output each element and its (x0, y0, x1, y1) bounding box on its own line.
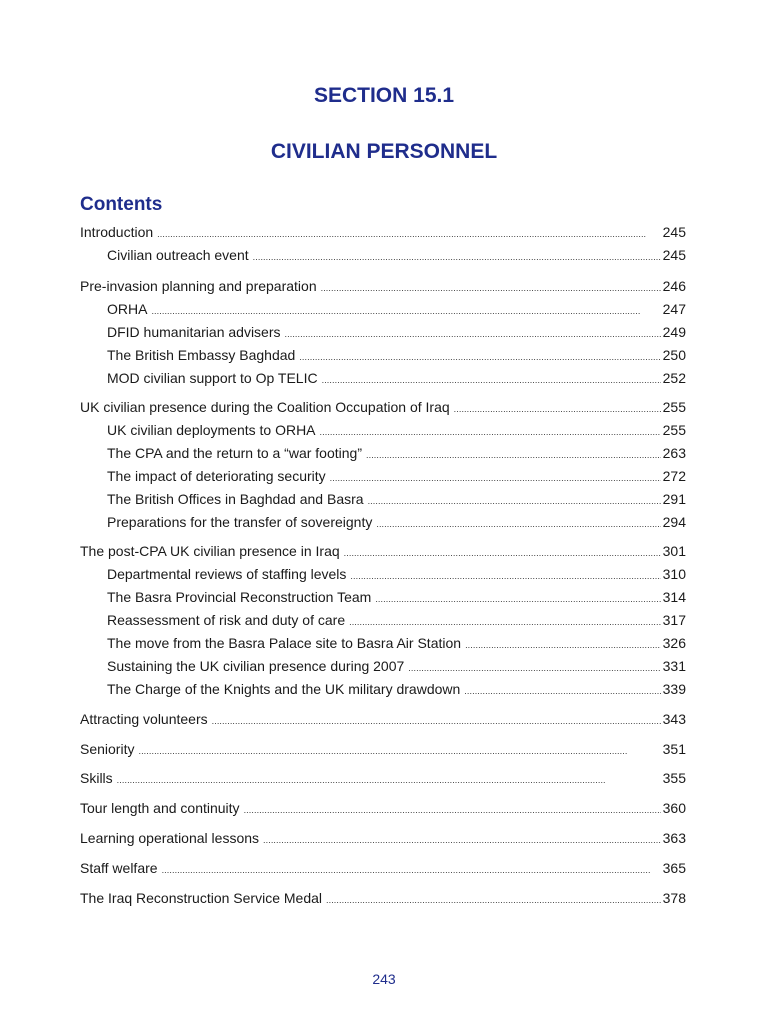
toc-leader-dots (464, 679, 660, 701)
toc-entry[interactable] (107, 245, 686, 265)
toc-entry[interactable] (107, 679, 686, 699)
toc-entry[interactable] (107, 512, 686, 532)
toc-entry-label: Learning operational lessons (80, 830, 260, 846)
toc-entry-label: UK civilian presence during the Coalition Occupation of Iraq (80, 399, 450, 415)
toc-entry[interactable] (80, 888, 686, 908)
toc-entry-page: 363 (662, 830, 686, 846)
toc-entry-page: 250 (662, 347, 686, 363)
toc-leader-dots (151, 299, 660, 321)
toc-entry[interactable] (80, 798, 686, 818)
toc-entry-page: 378 (662, 890, 686, 906)
toc-entry-label: Sustaining the UK civilian presence during 2007 (107, 658, 405, 674)
toc-entry[interactable] (80, 858, 686, 878)
toc-leader-dots (366, 443, 661, 465)
toc-entry-label: DFID humanitarian advisers (107, 324, 281, 340)
toc-entry-page: 310 (662, 566, 686, 582)
toc-entry-label: The CPA and the return to a “war footing” (107, 445, 362, 461)
toc-entry-page: 365 (662, 860, 686, 876)
toc-entry[interactable] (107, 368, 686, 388)
toc-leader-dots (285, 322, 661, 344)
toc-entry-page: 326 (662, 635, 686, 651)
toc-entry-label: Pre-invasion planning and preparation (80, 278, 317, 294)
toc-entry[interactable] (80, 397, 686, 417)
toc-entry[interactable] (80, 276, 686, 296)
toc-entry-page: 343 (662, 711, 686, 727)
toc-entry-label: The Basra Provincial Reconstruction Team (107, 589, 372, 605)
toc-entry-page: 252 (662, 370, 686, 386)
toc-entry-page: 301 (662, 543, 686, 559)
toc-leader-dots (244, 798, 661, 820)
toc-entry-label: Reassessment of risk and duty of care (107, 612, 346, 628)
toc-entry[interactable] (107, 345, 686, 365)
toc-entry-label: The British Embassy Baghdad (107, 347, 296, 363)
toc-entry[interactable] (107, 299, 686, 319)
toc-entry[interactable] (107, 443, 686, 463)
toc-entry-page: 247 (662, 301, 686, 317)
toc-entry-page: 272 (662, 468, 686, 484)
toc-entry-page: 360 (662, 800, 686, 816)
toc-entry-page: 291 (662, 491, 686, 507)
toc-leader-dots (408, 656, 660, 678)
toc-leader-dots (454, 397, 661, 419)
toc-entry-label: The British Offices in Baghdad and Basra (107, 491, 364, 507)
toc-entry-page: 355 (662, 770, 686, 786)
toc-entry-page: 263 (662, 445, 686, 461)
toc-entry-page: 317 (662, 612, 686, 628)
toc-leader-dots (350, 564, 660, 586)
toc-entry-label: The post-CPA UK civilian presence in Iraq (80, 543, 340, 559)
toc-leader-dots (162, 858, 661, 880)
toc-entry-label: Preparations for the transfer of sovereignty (107, 514, 373, 530)
toc-leader-dots (320, 420, 661, 442)
toc-entry-page: 249 (662, 324, 686, 340)
contents-heading: Contents (80, 194, 163, 215)
toc-leader-dots (349, 610, 661, 632)
toc-entry-label: The Charge of the Knights and the UK military drawdown (107, 681, 461, 697)
toc-entry-page: 245 (662, 247, 686, 263)
toc-entry-label: Tour length and continuity (80, 800, 240, 816)
toc-leader-dots (117, 768, 661, 790)
toc-entry[interactable] (107, 564, 686, 584)
section-title: CIVILIAN PERSONNEL (270, 140, 498, 163)
toc-entry-label: Staff welfare (80, 860, 158, 876)
toc-entry[interactable] (107, 322, 686, 342)
toc-leader-dots (322, 368, 661, 390)
toc-entry[interactable] (107, 466, 686, 486)
toc-entry-label: ORHA (107, 301, 148, 317)
toc-entry-page: 339 (662, 681, 686, 697)
toc-leader-dots (376, 512, 660, 534)
page-number: 243 (372, 971, 396, 987)
toc-entry[interactable] (80, 541, 686, 561)
toc-entry-label: Departmental reviews of staffing levels (107, 566, 347, 582)
toc-leader-dots (212, 709, 661, 731)
toc-entry-label: Introduction (80, 224, 154, 240)
toc-entry-label: UK civilian deployments to ORHA (107, 422, 316, 438)
toc-entry[interactable] (80, 739, 686, 759)
toc-entry-page: 331 (662, 658, 686, 674)
toc-entry[interactable] (80, 222, 686, 242)
toc-leader-dots (375, 587, 660, 609)
toc-entry[interactable] (80, 828, 686, 848)
toc-entry-label: Seniority (80, 741, 135, 757)
toc-entry-label: MOD civilian support to Op TELIC (107, 370, 318, 386)
toc-entry[interactable] (107, 610, 686, 630)
toc-entry[interactable] (107, 656, 686, 676)
toc-leader-dots (321, 276, 661, 298)
toc-entry-label: The move from the Basra Palace site to Basra Air Station (107, 635, 462, 651)
toc-leader-dots (330, 466, 661, 488)
toc-entry-label: Attracting volunteers (80, 711, 208, 727)
toc-leader-dots (368, 489, 661, 511)
toc-leader-dots (344, 541, 661, 563)
toc-leader-dots (326, 888, 661, 910)
toc-entry-page: 294 (662, 514, 686, 530)
toc-entry-label: Skills (80, 770, 113, 786)
toc-entry-page: 245 (662, 224, 686, 240)
toc-leader-dots (263, 828, 661, 850)
toc-entry-page: 246 (662, 278, 686, 294)
toc-entry[interactable] (107, 489, 686, 509)
toc-entry[interactable] (107, 587, 686, 607)
toc-leader-dots (157, 222, 660, 244)
toc-leader-dots (465, 633, 661, 655)
toc-entry[interactable] (80, 709, 686, 729)
toc-entry[interactable] (107, 420, 686, 440)
toc-entry-page: 351 (662, 741, 686, 757)
toc-entry-page: 255 (662, 422, 686, 438)
toc-entry-label: The Iraq Reconstruction Service Medal (80, 890, 322, 906)
toc-entry[interactable] (107, 633, 686, 653)
toc-entry-label: Civilian outreach event (107, 247, 249, 263)
toc-leader-dots (299, 345, 660, 367)
toc-entry-page: 314 (662, 589, 686, 605)
section-number: SECTION 15.1 (313, 84, 455, 107)
toc-leader-dots (138, 739, 660, 761)
toc-entry-label: The impact of deteriorating security (107, 468, 326, 484)
toc-entry[interactable] (80, 768, 686, 788)
toc-entry-page: 255 (662, 399, 686, 415)
toc-leader-dots (253, 245, 661, 267)
